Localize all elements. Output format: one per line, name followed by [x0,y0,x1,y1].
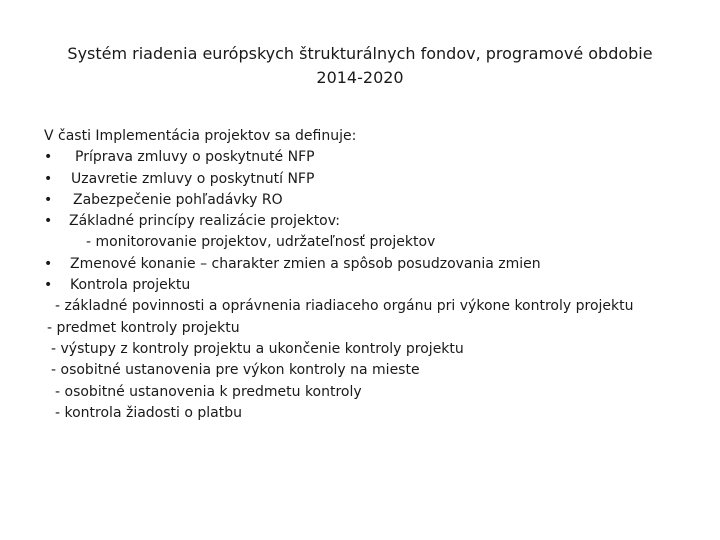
list-item-text: Uzavretie zmluvy o poskytnutí NFP [71,170,315,187]
bullet-icon: • [44,149,53,166]
title-line-2: 2014-2020 [316,68,404,87]
list-item-text: Základné princípy realizácie projektov: [69,213,340,230]
sub-item-text: - kontrola žiadosti o platbu [55,404,242,421]
sub-item-text: - výstupy z kontroly projektu a ukončenie kontroly projektu [51,340,464,357]
list-item-text: Príprava zmluvy o poskytnuté NFP [75,149,315,166]
title-line-1: Systém riadenia európskych štrukturálnych fondov, programové obdobie [67,44,653,63]
list-item [0,275,720,296]
list-item [0,190,720,211]
list-item [0,169,720,190]
list-item-text: Zabezpečenie pohľadávky RO [73,191,283,208]
slide-title [40,42,680,90]
bullet-icon: • [44,170,53,187]
intro-text: V časti Implementácia projektov sa definuje: [44,128,357,144]
sub-item [0,296,720,317]
list-item [0,211,720,232]
sub-item [0,382,720,403]
list-item-text: Zmenové konanie – charakter zmien a spôsob posudzovania zmien [70,255,541,272]
sub-item-text: - osobitné ustanovenia k predmetu kontroly [55,383,362,400]
sub-item [0,339,720,360]
sub-item-text: - predmet kontroly projektu [47,319,240,336]
sub-item-text: - základné povinnosti a oprávnenia riadiaceho orgánu pri výkone kontroly projektu [55,298,634,315]
bullet-icon: • [44,277,53,294]
sub-item [0,403,720,424]
sub-item [0,360,720,381]
sub-item [0,318,720,339]
sub-item-text: - osobitné ustanovenia pre výkon kontroly na mieste [51,362,420,379]
bullet-icon: • [44,191,53,208]
list-item [0,254,720,275]
list-item-text: Kontrola projektu [70,277,191,294]
sub-item-text: - monitorovanie projektov, udržateľnosť projektov [86,234,436,251]
intro-line [0,126,720,147]
bullet-icon: • [44,255,53,272]
bullet-icon: • [44,213,53,230]
slide-body [0,126,720,424]
sub-item [0,232,720,253]
list-item [0,147,720,168]
